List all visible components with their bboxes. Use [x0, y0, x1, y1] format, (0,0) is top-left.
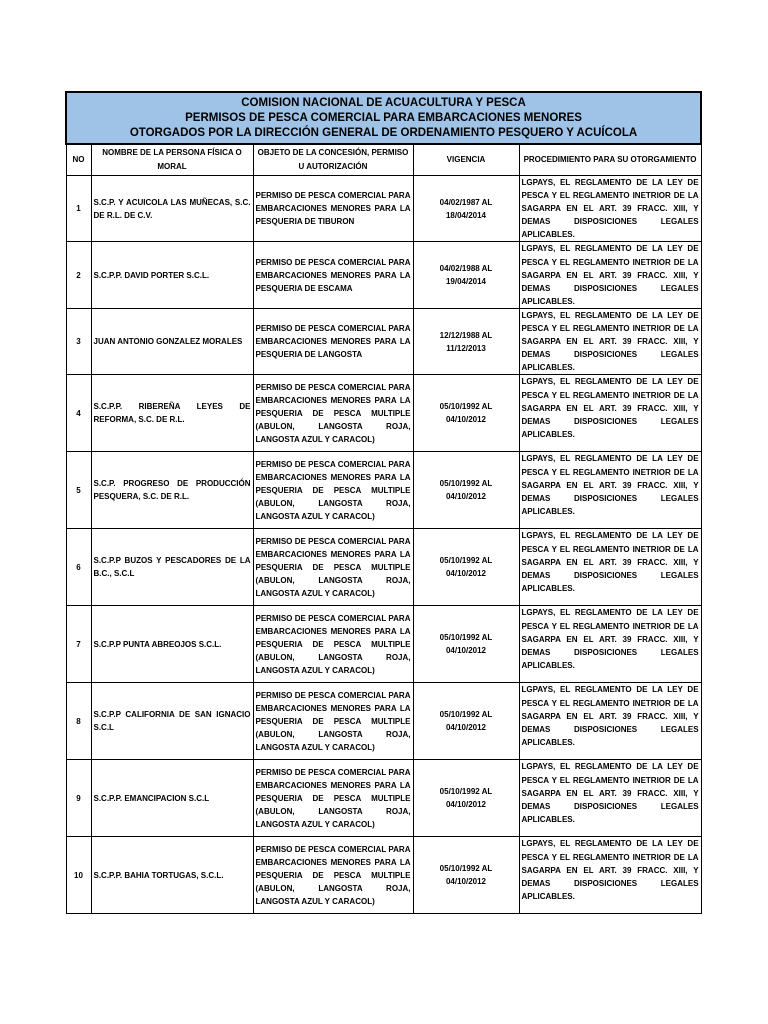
- procedure: LGPAYS, EL REGLAMENTO DE LA LEY DE PESCA Y EL REGLAMENTO INETRIOR DE LA SAGARPA EN EL ART. 39 FRACC. XIII, Y DEMAS DISPOSICIONES LEGALES APLICABLES.: [519, 242, 701, 308]
- table-row: [66, 308, 701, 374]
- validity-from: 05/10/1992 AL: [439, 556, 493, 566]
- validity: [413, 606, 519, 683]
- holder-name: S.C.P.P. BAHIA TORTUGAS, S.C.L.: [91, 837, 253, 914]
- table-row: [66, 529, 701, 606]
- validity: [413, 683, 519, 760]
- column-header-row: [66, 144, 701, 176]
- validity: [413, 176, 519, 242]
- validity-from: 05/10/1992 AL: [439, 633, 493, 643]
- table-row: [66, 837, 701, 914]
- row-number: 4: [66, 375, 91, 452]
- holder-name: S.C.P.P. RIBEREÑA LEYES DE REFORMA, S.C. DE R.L.: [91, 375, 253, 452]
- title-line-1: COMISION NACIONAL DE ACUACULTURA Y PESCA: [241, 97, 526, 109]
- validity-from: 05/10/1992 AL: [439, 787, 493, 797]
- permits-table: [65, 91, 702, 914]
- validity: [413, 529, 519, 606]
- table-row: [66, 242, 701, 308]
- permit-object: PERMISO DE PESCA COMERCIAL PARA EMBARCACIONES MENORES PARA LA PESQUERIA DE ESCAMA: [253, 242, 413, 308]
- validity: [413, 760, 519, 837]
- procedure: LGPAYS, EL REGLAMENTO DE LA LEY DE PESCA Y EL REGLAMENTO INETRIOR DE LA SAGARPA EN EL ART. 39 FRACC. XIII, Y DEMAS DISPOSICIONES LEGALES APLICABLES.: [519, 837, 701, 914]
- holder-name: JUAN ANTONIO GONZALEZ MORALES: [91, 308, 253, 374]
- validity-to: 18/04/2014: [445, 210, 487, 220]
- col-header-procedure: PROCEDIMIENTO PARA SU OTORGAMIENTO: [519, 144, 701, 176]
- holder-name: S.C.P. Y ACUICOLA LAS MUÑECAS, S.C. DE R.L. DE C.V.: [91, 176, 253, 242]
- row-number: 10: [66, 837, 91, 914]
- procedure: LGPAYS, EL REGLAMENTO DE LA LEY DE PESCA Y EL REGLAMENTO INETRIOR DE LA SAGARPA EN EL ART. 39 FRACC. XIII, Y DEMAS DISPOSICIONES LEGALES APLICABLES.: [519, 760, 701, 837]
- permit-object: PERMISO DE PESCA COMERCIAL PARA EMBARCACIONES MENORES PARA LA PESQUERIA DE PESCA MULTIPLE (ABULON, LANGOSTA ROJA, LANGOSTA AZUL Y CARACOL): [253, 683, 413, 760]
- table-row: [66, 176, 701, 242]
- validity-to: 04/10/2012: [445, 800, 487, 810]
- procedure: LGPAYS, EL REGLAMENTO DE LA LEY DE PESCA Y EL REGLAMENTO INETRIOR DE LA SAGARPA EN EL ART. 39 FRACC. XIII, Y DEMAS DISPOSICIONES LEGALES APLICABLES.: [519, 452, 701, 529]
- permit-object: PERMISO DE PESCA COMERCIAL PARA EMBARCACIONES MENORES PARA LA PESQUERIA DE LANGOSTA: [253, 308, 413, 374]
- validity: [413, 308, 519, 374]
- validity-from: 04/02/1988 AL: [439, 264, 493, 274]
- validity-to: 04/10/2012: [445, 646, 487, 656]
- validity-to: 04/10/2012: [445, 492, 487, 502]
- holder-name: S.C.P.P BUZOS Y PESCADORES DE LA B.C., S.C.L: [91, 529, 253, 606]
- table-row: [66, 452, 701, 529]
- validity-from: 05/10/1992 AL: [439, 402, 493, 412]
- validity-to: 04/10/2012: [445, 877, 487, 887]
- row-number: 5: [66, 452, 91, 529]
- validity-from: 05/10/1992 AL: [439, 710, 493, 720]
- col-header-object: OBJETO DE LA CONCESIÓN, PERMISO U AUTORIZACIÓN: [253, 144, 413, 176]
- table-row: [66, 683, 701, 760]
- permit-object: PERMISO DE PESCA COMERCIAL PARA EMBARCACIONES MENORES PARA LA PESQUERIA DE PESCA MULTIPLE (ABULON, LANGOSTA ROJA, LANGOSTA AZUL Y CARACOL): [253, 452, 413, 529]
- validity: [413, 242, 519, 308]
- validity: [413, 837, 519, 914]
- validity-to: 04/10/2012: [445, 415, 487, 425]
- row-number: 6: [66, 529, 91, 606]
- table-row: [66, 606, 701, 683]
- validity-to: 11/12/2013: [446, 343, 486, 353]
- document-page: [65, 91, 700, 914]
- col-header-no: NO: [66, 144, 91, 176]
- validity-to: 04/10/2012: [445, 569, 487, 579]
- validity: [413, 375, 519, 452]
- holder-name: S.C.P.P. EMANCIPACION S.C.L: [91, 760, 253, 837]
- holder-name: S.C.P.P PUNTA ABREOJOS S.C.L.: [91, 606, 253, 683]
- row-number: 7: [66, 606, 91, 683]
- holder-name: S.C.P.P CALIFORNIA DE SAN IGNACIO S.C.L: [91, 683, 253, 760]
- table-body: [66, 176, 701, 914]
- procedure: LGPAYS, EL REGLAMENTO DE LA LEY DE PESCA Y EL REGLAMENTO INETRIOR DE LA SAGARPA EN EL ART. 39 FRACC. XIII, Y DEMAS DISPOSICIONES LEGALES APLICABLES.: [519, 375, 701, 452]
- title-line-3: OTORGADOS POR LA DIRECCIÓN GENERAL DE ORDENAMIENTO PESQUERO Y ACUÍCOLA: [129, 127, 638, 139]
- validity-to: 19/04/2014: [445, 277, 487, 287]
- row-number: 1: [66, 176, 91, 242]
- table-row: [66, 375, 701, 452]
- holder-name: S.C.P. PROGRESO DE PRODUCCIÓN PESQUERA, S.C. DE R.L.: [91, 452, 253, 529]
- row-number: 8: [66, 683, 91, 760]
- permit-object: PERMISO DE PESCA COMERCIAL PARA EMBARCACIONES MENORES PARA LA PESQUERIA DE PESCA MULTIPLE (ABULON, LANGOSTA ROJA, LANGOSTA AZUL Y CARACOL): [253, 760, 413, 837]
- validity-to: 04/10/2012: [445, 723, 487, 733]
- validity-from: 04/02/1987 AL: [439, 197, 493, 207]
- title-line-2: PERMISOS DE PESCA COMERCIAL PARA EMBARCACIONES MENORES: [185, 112, 582, 124]
- table-row: [66, 760, 701, 837]
- table-title: [66, 92, 701, 144]
- col-header-validity: VIGENCIA: [413, 144, 519, 176]
- validity-from: 05/10/1992 AL: [439, 479, 493, 489]
- permit-object: PERMISO DE PESCA COMERCIAL PARA EMBARCACIONES MENORES PARA LA PESQUERIA DE TIBURON: [253, 176, 413, 242]
- permit-object: PERMISO DE PESCA COMERCIAL PARA EMBARCACIONES MENORES PARA LA PESQUERIA DE PESCA MULTIPLE (ABULON, LANGOSTA ROJA, LANGOSTA AZUL Y CARACOL): [253, 837, 413, 914]
- row-number: 9: [66, 760, 91, 837]
- permit-object: PERMISO DE PESCA COMERCIAL PARA EMBARCACIONES MENORES PARA LA PESQUERIA DE PESCA MULTIPLE (ABULON, LANGOSTA ROJA, LANGOSTA AZUL Y CARACOL): [253, 529, 413, 606]
- permit-object: PERMISO DE PESCA COMERCIAL PARA EMBARCACIONES MENORES PARA LA PESQUERIA DE PESCA MULTIPLE (ABULON, LANGOSTA ROJA, LANGOSTA AZUL Y CARACOL): [253, 606, 413, 683]
- validity-from: 12/12/1988 AL: [439, 330, 493, 340]
- procedure: LGPAYS, EL REGLAMENTO DE LA LEY DE PESCA Y EL REGLAMENTO INETRIOR DE LA SAGARPA EN EL ART. 39 FRACC. XIII, Y DEMAS DISPOSICIONES LEGALES APLICABLES.: [519, 308, 701, 374]
- procedure: LGPAYS, EL REGLAMENTO DE LA LEY DE PESCA Y EL REGLAMENTO INETRIOR DE LA SAGARPA EN EL ART. 39 FRACC. XIII, Y DEMAS DISPOSICIONES LEGALES APLICABLES.: [519, 683, 701, 760]
- permit-object: PERMISO DE PESCA COMERCIAL PARA EMBARCACIONES MENORES PARA LA PESQUERIA DE PESCA MULTIPLE (ABULON, LANGOSTA ROJA, LANGOSTA AZUL Y CARACOL): [253, 375, 413, 452]
- procedure: LGPAYS, EL REGLAMENTO DE LA LEY DE PESCA Y EL REGLAMENTO INETRIOR DE LA SAGARPA EN EL ART. 39 FRACC. XIII, Y DEMAS DISPOSICIONES LEGALES APLICABLES.: [519, 176, 701, 242]
- validity: [413, 452, 519, 529]
- col-header-name: NOMBRE DE LA PERSONA FÍSICA O MORAL: [91, 144, 253, 176]
- procedure: LGPAYS, EL REGLAMENTO DE LA LEY DE PESCA Y EL REGLAMENTO INETRIOR DE LA SAGARPA EN EL ART. 39 FRACC. XIII, Y DEMAS DISPOSICIONES LEGALES APLICABLES.: [519, 529, 701, 606]
- procedure: LGPAYS, EL REGLAMENTO DE LA LEY DE PESCA Y EL REGLAMENTO INETRIOR DE LA SAGARPA EN EL ART. 39 FRACC. XIII, Y DEMAS DISPOSICIONES LEGALES APLICABLES.: [519, 606, 701, 683]
- row-number: 3: [66, 308, 91, 374]
- validity-from: 05/10/1992 AL: [439, 864, 493, 874]
- row-number: 2: [66, 242, 91, 308]
- holder-name: S.C.P.P. DAVID PORTER S.C.L.: [91, 242, 253, 308]
